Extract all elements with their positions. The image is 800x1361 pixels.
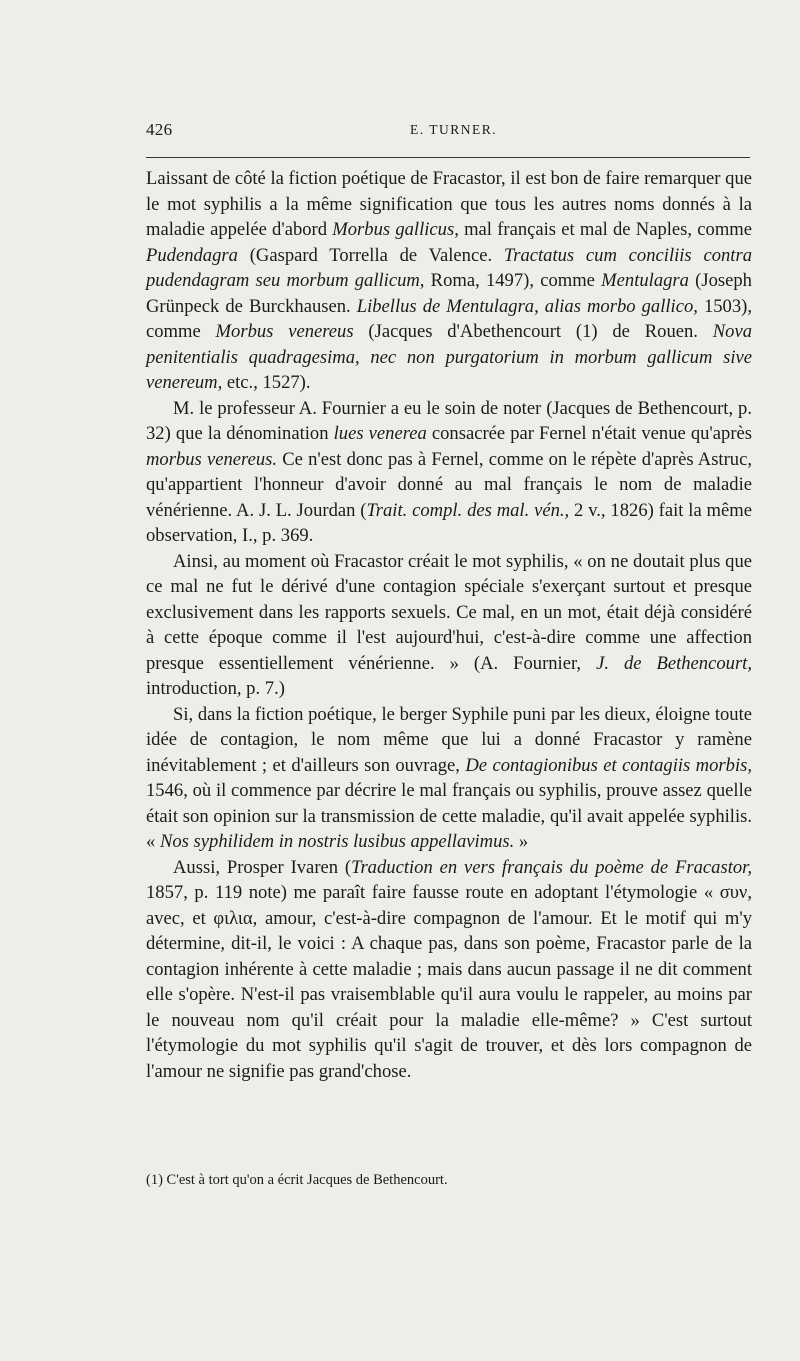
italic-run: Nova penitentialis quadragesima, nec non purgatorium in morbum gallicum sive venereum, bbox=[146, 321, 753, 393]
text-run: 1546, où il commence par décrire le mal français ou syphilis, prouve assez quelle était son opinion sur la transmission de cette maladie, qu'il avait appelée syphilis. « bbox=[146, 780, 752, 852]
italic-run: Morbus venereus bbox=[215, 321, 354, 342]
italic-run: J. de Bethencourt, bbox=[596, 652, 752, 674]
text-run: » bbox=[514, 831, 529, 852]
text-run: Ce n'est donc pas à Fernel, comme on le répète d'après Astruc, qu'appartient l'honneur d'avoir donné au mal français le nom de maladie vénérienne. A. J. L. Jourdan ( bbox=[146, 448, 752, 521]
running-head: E. TURNER. bbox=[410, 122, 498, 137]
italic-run: Libellus de Mentulagra, alias morbo gallico, bbox=[356, 295, 698, 317]
italic-run: Traduction en vers français du poème de Fracastor, bbox=[351, 856, 752, 878]
paragraph bbox=[146, 855, 752, 1085]
text-run: 1857, p. 119 note) me paraît faire fausse route en adoptant l'étymologie « συν, avec, et φιλια, amour, c'est-à-dire compagnon de l'amour. Et le motif qui m'y détermine, dit-il, le voici : A chaque pas, dans son poème, Fracastor parle de la contagion inhérente à cette maladie ; mais dans aucun passage il ne dit comment elle s'opère. N'est-il pas vraisemblable qu'il aura voulu le rappeler, au moins par le nouveau nom qu'il créait pour la maladie elle-même? » C'est surtout l'étymologie du mot syphilis qu'il s'agit de trouver, et dès lors compagnon de l'amour ne signifie pas grand'chose. bbox=[146, 882, 752, 1082]
page-number: 426 bbox=[146, 120, 173, 139]
text-run: 1503), comme bbox=[146, 295, 752, 342]
text-run: introduction, p. 7.) bbox=[146, 678, 285, 699]
text-run: consacrée par Fernel n'était venue qu'après bbox=[426, 423, 752, 444]
text-run: Ainsi, au moment où Fracastor créait le mot syphilis, « on ne doutait plus que ce mal ne fut le dérivé d'une contagion spéciale s'exerçant surtout et presque exclusivement dans les rapports sexuels. Ce mal, en un mot, était déjà considéré à cette époque comme il l'est aujourd'hui, c'est-à-dire comme une affection presque essentiellement vénérienne. » (A. Fournier, bbox=[146, 550, 752, 674]
italic-run: Pudendagra bbox=[146, 244, 238, 266]
text-run: (Jacques d'Abethencourt (1) de Rouen. bbox=[353, 321, 713, 342]
text-run: Si, dans la fiction poétique, le berger Syphile puni par les dieux, éloigne toute idée de contagion, le nom même que lui a donné Fracastor y ramène inévitablement ; et d'ailleurs son ouvrage, bbox=[146, 703, 752, 776]
text-run: etc., 1527). bbox=[222, 372, 311, 393]
italic-run: Tractatus cum conciliis contra pudendagram seu morbum gallicum, bbox=[146, 244, 752, 291]
italic-run: Morbus gallicus, bbox=[332, 219, 459, 240]
text-run: (Gaspard Torrella de Valence. bbox=[237, 244, 504, 266]
text-run: Aussi, Prosper Ivaren ( bbox=[173, 856, 352, 878]
italic-run: Nos syphilidem in nostris lusibus appellavimus. bbox=[159, 831, 515, 852]
paragraph bbox=[146, 702, 752, 855]
text-run: (Joseph Grünpeck de Burckhausen. bbox=[146, 270, 752, 317]
italic-run: morbus venereus. bbox=[146, 448, 278, 470]
paragraph bbox=[146, 166, 752, 396]
italic-run: lues venerea bbox=[333, 423, 427, 444]
paragraph bbox=[146, 549, 752, 702]
text-run: 2 v., 1826) fait la même observation, I., p. 369. bbox=[146, 499, 752, 546]
text-run: mal français et mal de Naples, comme bbox=[458, 219, 752, 240]
text-run: Roma, 1497), comme bbox=[424, 270, 602, 291]
italic-run: Trait. compl. des mal. vén., bbox=[366, 499, 570, 521]
text-run: M. le professeur A. Fournier a eu le soin de noter (Jacques de Bethencourt, p. 32) que la dénomination bbox=[146, 397, 752, 444]
page-header bbox=[146, 120, 750, 144]
footnote: (1) C'est à tort qu'on a écrit Jacques de Bethencourt. bbox=[146, 1172, 448, 1188]
body-text bbox=[146, 166, 752, 1084]
italic-run: Mentulagra bbox=[601, 270, 689, 291]
text-run: Laissant de côté la fiction poétique de Fracastor, il est bon de faire remarquer que le mot syphilis a la même signification que tous les autres noms donnés à la maladie appelée d'abord bbox=[146, 168, 752, 240]
paragraph bbox=[146, 396, 752, 549]
italic-run: De contagionibus et contagiis morbis, bbox=[465, 754, 752, 776]
header-rule bbox=[146, 157, 750, 158]
